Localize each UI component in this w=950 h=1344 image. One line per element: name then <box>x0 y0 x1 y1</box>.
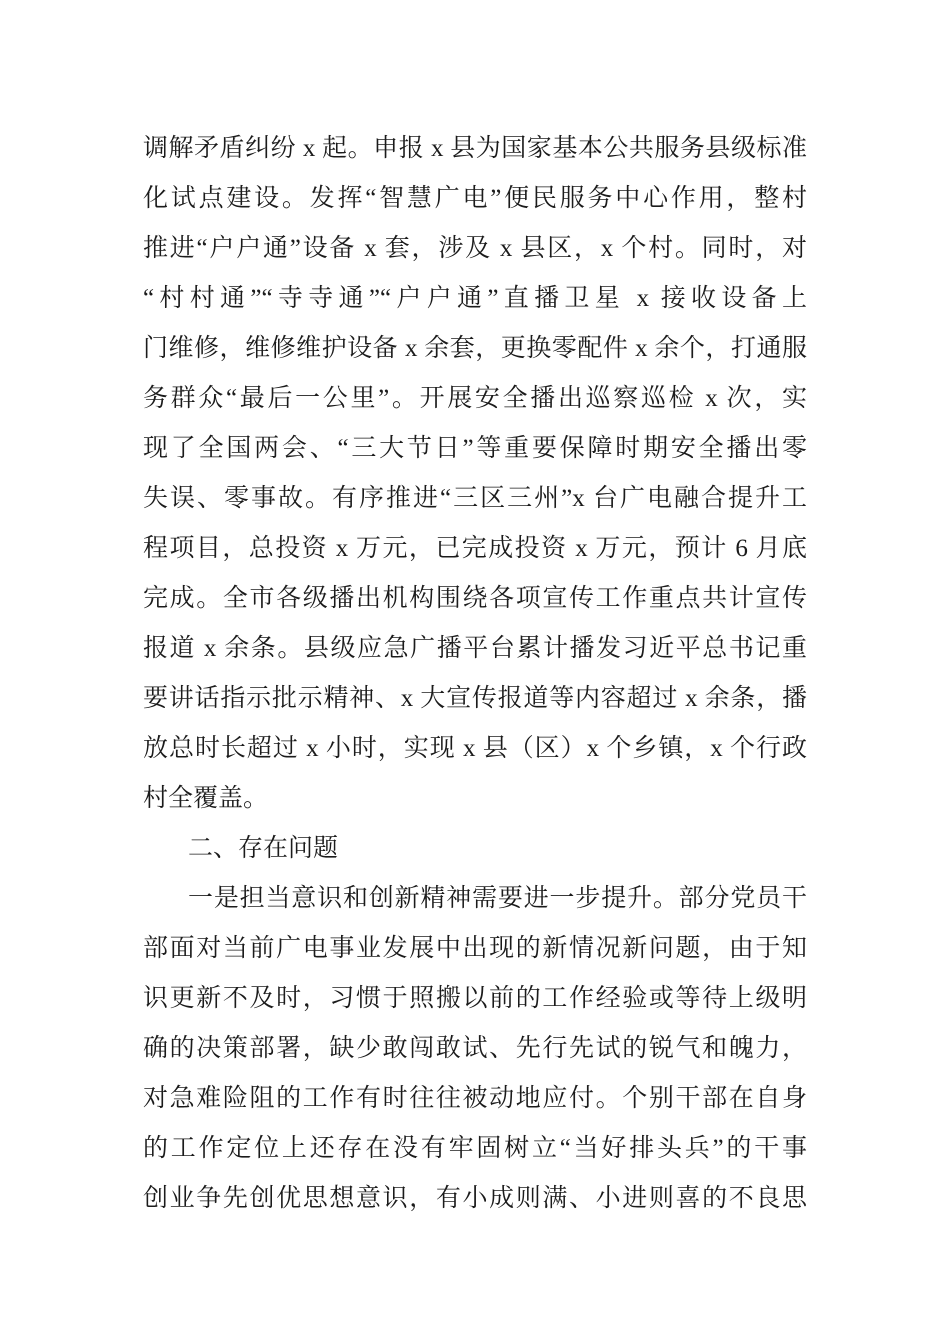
section-heading-problems <box>143 824 807 874</box>
text-line: 失误、零事故。有序推进“三区三州”x 台广电融合提升工 <box>143 485 807 512</box>
paragraph-problem-1 <box>143 874 807 1224</box>
text-line: 放总时长超过 x 小时，实现 x 县（区）x 个乡镇，x 个行政 <box>143 735 807 762</box>
paragraph-work-summary <box>143 124 807 824</box>
heading-line: 二、存在问题 <box>188 835 339 862</box>
text-line: 村全覆盖。 <box>143 785 269 812</box>
text-line: 报道 x 余条。县级应急广播平台累计播发习近平总书记重 <box>143 635 807 662</box>
text-line: 化试点建设。发挥“智慧广电”便民服务中心作用，整村 <box>143 185 807 212</box>
text-line: 推进“户户通”设备 x 套，涉及 x 县区，x 个村。同时，对 <box>143 235 807 262</box>
text-line: 完成。全市各级播出机构围绕各项宣传工作重点共计宣传 <box>143 585 807 612</box>
text-line: 部面对当前广电事业发展中出现的新情况新问题，由于知 <box>143 935 807 962</box>
text-line: 一是担当意识和创新精神需要进一步提升。部分党员干 <box>188 885 807 912</box>
document-body <box>143 124 807 1224</box>
text-line: 识更新不及时，习惯于照搬以前的工作经验或等待上级明 <box>143 985 807 1012</box>
text-line: 现了全国两会、“三大节日”等重要保障时期安全播出零 <box>143 435 807 462</box>
text-line: 创业争先创优思想意识，有小成则满、小进则喜的不良思 <box>143 1185 807 1212</box>
text-line: 门维修，维修维护设备 x 余套，更换零配件 x 余个，打通服 <box>143 335 807 362</box>
text-line: 对急难险阻的工作有时往往被动地应付。个别干部在自身 <box>143 1085 807 1112</box>
text-line: 程项目，总投资 x 万元，已完成投资 x 万元，预计 6 月底 <box>143 535 807 562</box>
text-line: 确的决策部署，缺少敢闯敢试、先行先试的锐气和魄力， <box>143 1035 807 1062</box>
text-line: 要讲话指示批示精神、x 大宣传报道等内容超过 x 余条，播 <box>143 685 807 712</box>
text-line: 调解矛盾纠纷 x 起。申报 x 县为国家基本公共服务县级标准 <box>143 135 807 162</box>
text-line: 务群众“最后一公里”。开展安全播出巡察巡检 x 次，实 <box>143 385 807 412</box>
text-line: “村村通”“寺寺通”“户户通”直播卫星 x 接收设备上 <box>143 285 807 312</box>
text-line: 的工作定位上还存在没有牢固树立“当好排头兵”的干事 <box>143 1135 807 1162</box>
